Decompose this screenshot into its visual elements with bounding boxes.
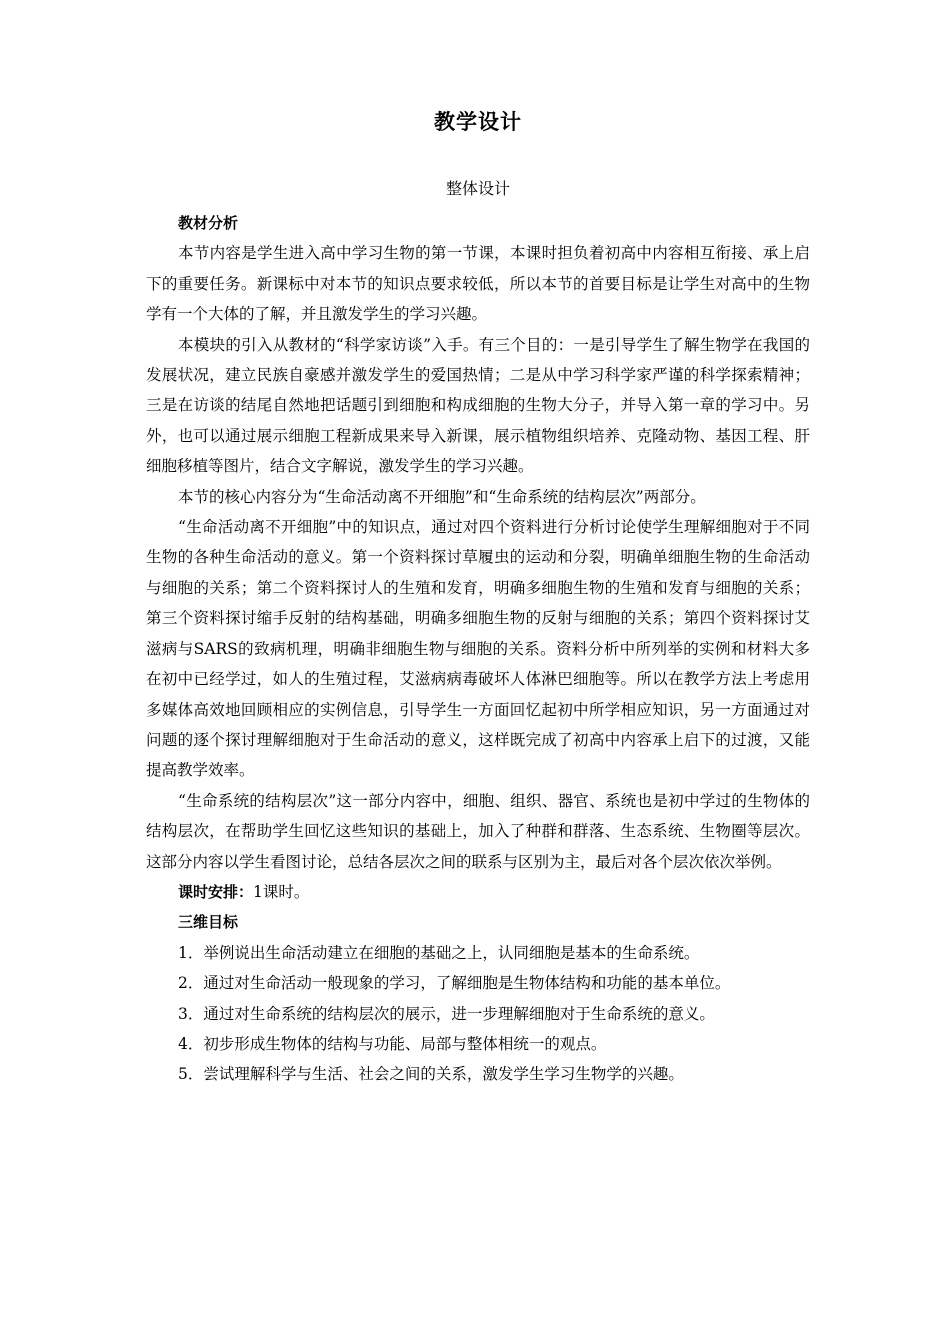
schedule-label: 课时安排： [178, 882, 254, 901]
schedule-value: 1课时。 [253, 882, 310, 901]
goal-item: 5．尝试理解科学与生活、社会之间的关系，激发学生学习生物学的兴趣。 [178, 1065, 684, 1084]
goal-item: 2．通过对生命活动一般现象的学习，了解细胞是生物体结构和功能的基本单位。 [178, 974, 731, 993]
paragraph: 本节的核心内容分为“生命活动离不开细胞”和“生命系统的结构层次”两部分。 [178, 487, 706, 506]
document-title: 教学设计 [434, 109, 522, 134]
paragraph: “生命系统的结构层次”这一部分内容中，细胞、组织、器官、系统也是初中学过的生物体的结构层次，在帮助学生回忆这些知识的基础上，加入了种群和群落、生态系统、生物圈等层次。这部分内容以学生看图讨论，总结各层次之间的联系与区别为主，最后对各个层次依次举例。 [146, 791, 810, 871]
paragraph: 本模块的引入从教材的“科学家访谈”入手。有三个目的：一是引导学生了解生物学在我国的发展状况，建立民族自豪感并激发学生的爱国热情；二是从中学习科学家严谨的科学探索精神；三是在访谈的结尾自然地把话题引到细胞和构成细胞的生物大分子，并导入第一章的学习中。另外，也可以通过展示细胞工程新成果来导入新课，展示植物组织培养、克隆动物、基因工程、肝细胞移植等图片，结合文字解说，激发学生的学习兴趣。 [146, 335, 810, 476]
document-body [146, 208, 810, 1090]
section-heading-material: 教材分析 [178, 214, 239, 232]
paragraph: 本节内容是学生进入高中学习生物的第一节课，本课时担负着初高中内容相互衔接、承上启下的重要任务。新课标中对本节的知识点要求较低，所以本节的首要目标是让学生对高中的生物学有一个大体的了解，并且激发学生的学习兴趣。 [146, 244, 810, 324]
goal-item: 4．初步形成生物体的结构与功能、局部与整体相统一的观点。 [178, 1034, 607, 1053]
paragraph: “生命活动离不开细胞”中的知识点，通过对四个资料进行分析讨论使学生理解细胞对于不同生物的各种生命活动的意义。第一个资料探讨草履虫的运动和分裂，明确单细胞生物的生命活动与细胞的关系；第二个资料探讨人的生殖和发育，明确多细胞生物的生殖和发育与细胞的关系；第三个资料探讨缩手反射的结构基础，明确多细胞生物的反射与细胞的关系；第四个资料探讨艾滋病与SARS的致病机理，明确非细胞生物与细胞的关系。资料分析中所列举的实例和材料大多在初中已经学过，如人的生殖过程，艾滋病病毒破坏人体淋巴细胞等。所以在教学方法上考虑用多媒体高效地回顾相应的实例信息，引导学生一方面回忆起初中所学相应知识，另一方面通过对问题的逐个探讨理解细胞对于生命活动的意义，这样既完成了初高中内容承上启下的过渡，又能提高教学效率。 [146, 518, 810, 780]
goal-item: 1．举例说出生命活动建立在细胞的基础之上，认同细胞是基本的生命系统。 [178, 943, 700, 962]
document-subtitle: 整体设计 [445, 179, 510, 198]
section-heading-goals: 三维目标 [178, 913, 239, 932]
goal-item: 3．通过对生命系统的结构层次的展示，进一步理解细胞对于生命系统的意义。 [178, 1004, 715, 1023]
schedule-line [146, 877, 810, 907]
